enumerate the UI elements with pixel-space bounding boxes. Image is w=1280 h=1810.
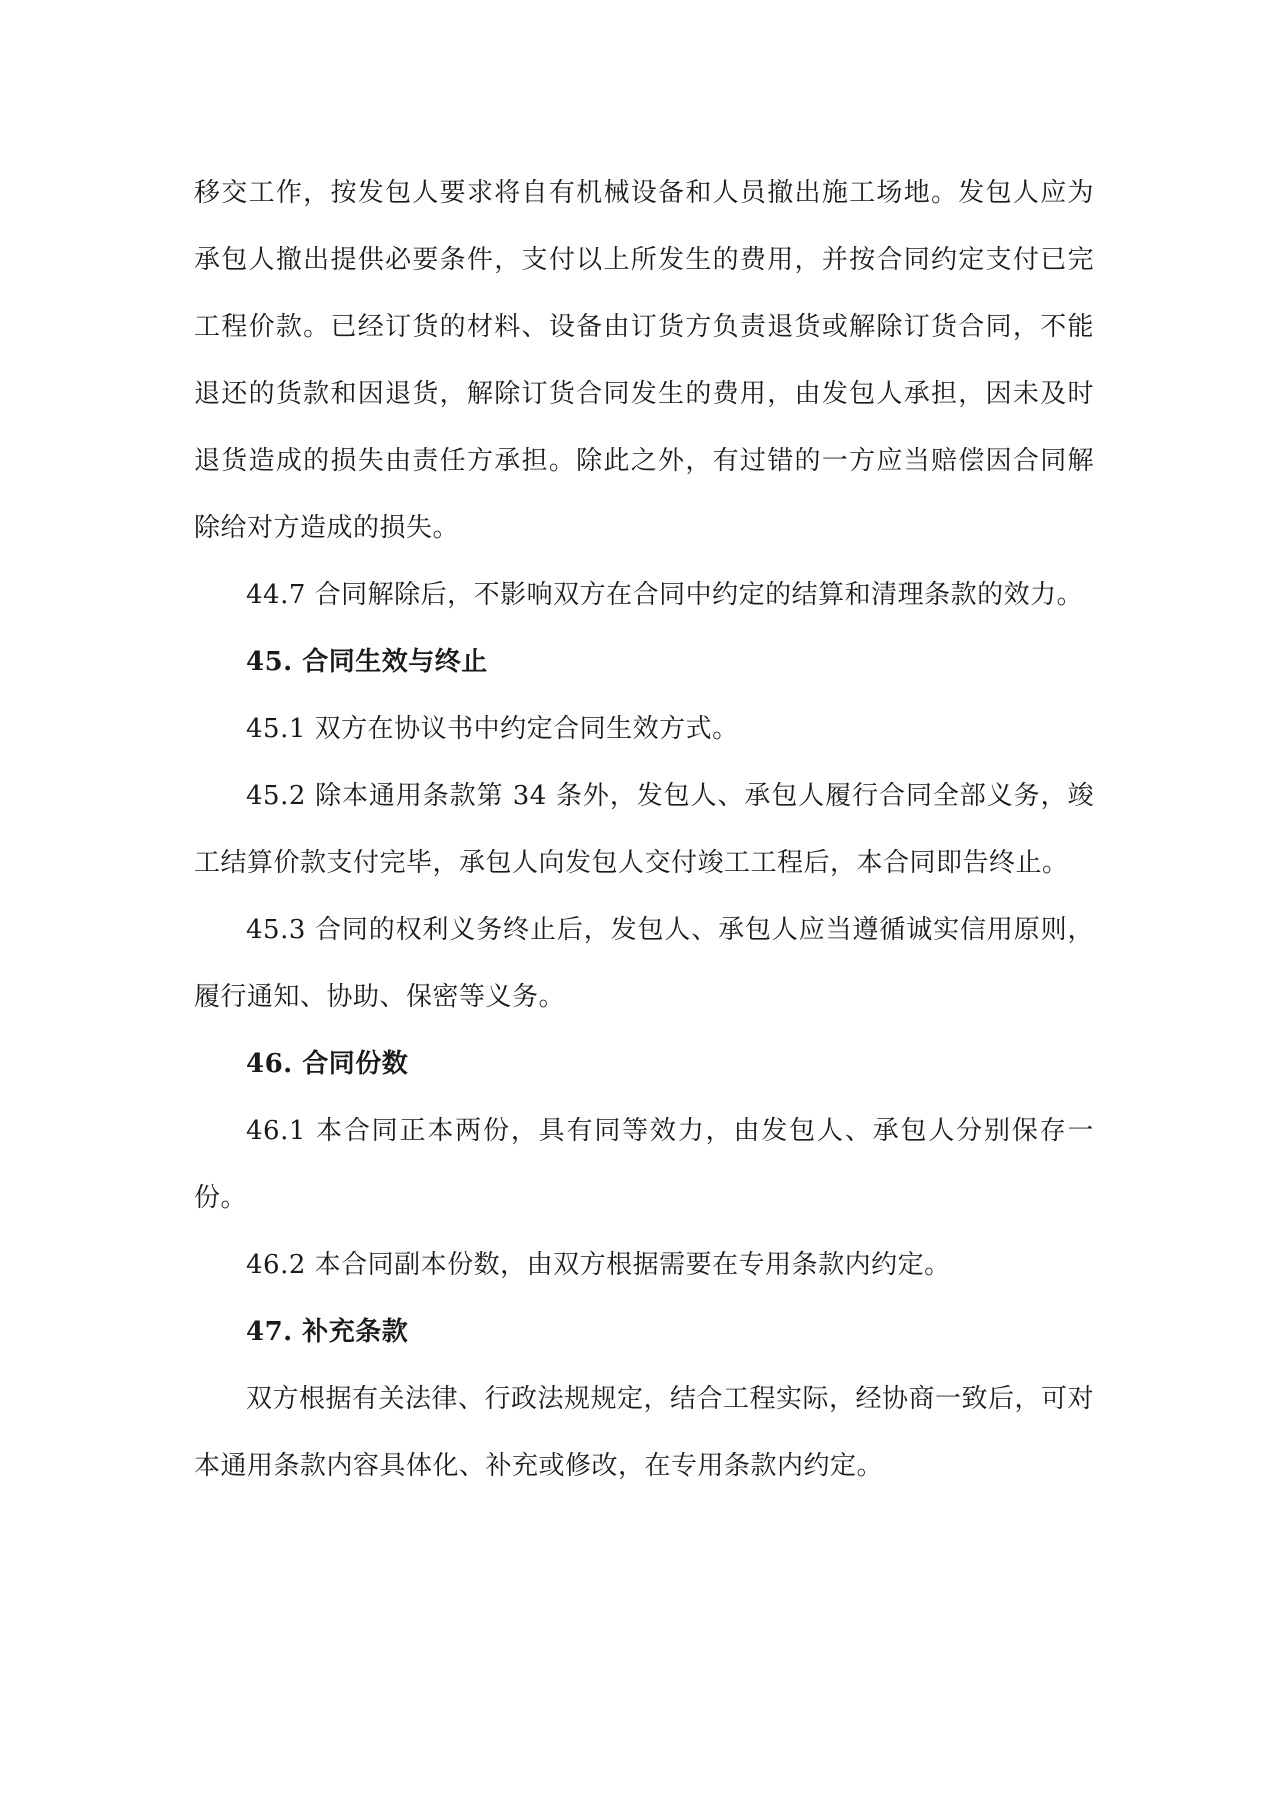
paragraph-44-6-continued: 移交工作，按发包人要求将自有机械设备和人员撤出施工场地。发包人应为承包人撤出提供必要条件，支付以上所发生的费用，并按合同约定支付已完工程价款。已经订货的材料、设备由订货方负责退货或解除订货合同，不能退还的货款和因退货，解除订货合同发生的费用，由发包人承担，因未及时退货造成的损失由责任方承担。除此之外，有过错的一方应当赔偿因合同解除给对方造成的损失。 [194,178,1094,543]
paragraph-45-1: 45.1 双方在协议书中约定合同生效方式。 [246,714,739,744]
paragraph-46-2: 46.2 本合同副本份数，由双方根据需要在专用条款内约定。 [246,1250,951,1280]
section-heading-46: 46. 合同份数 [246,1049,409,1079]
paragraph-45-3: 45.3 合同的权利义务终止后，发包人、承包人应当遵循诚实信用原则，履行通知、协助、保密等义务。 [194,915,1094,1012]
section-heading-45: 45. 合同生效与终止 [246,647,488,677]
section-heading-47: 47. 补充条款 [246,1317,409,1347]
document-body [194,160,1094,1500]
paragraph-44-7: 44.7 合同解除后，不影响双方在合同中约定的结算和清理条款的效力。 [246,580,1084,610]
paragraph-46-1: 46.1 本合同正本两份，具有同等效力，由发包人、承包人分别保存一份。 [194,1116,1094,1213]
paragraph-45-2: 45.2 除本通用条款第 34 条外，发包人、承包人履行合同全部义务，竣工结算价款支付完毕，承包人向发包人交付竣工工程后，本合同即告终止。 [194,781,1094,878]
paragraph-47: 双方根据有关法律、行政法规规定，结合工程实际，经协商一致后，可对本通用条款内容具体化、补充或修改，在专用条款内约定。 [194,1384,1095,1481]
